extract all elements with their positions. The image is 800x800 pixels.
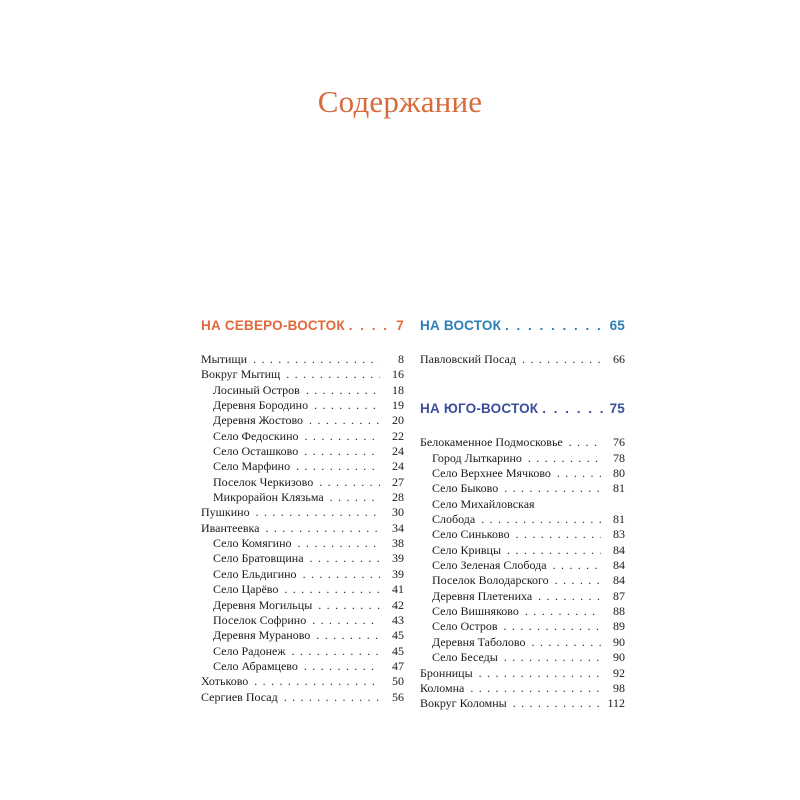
toc-entry[interactable] [201, 383, 404, 398]
entry-page: 20 [392, 413, 404, 428]
entry-label: Вокруг Коломны [420, 696, 507, 711]
toc-list-northeast [201, 352, 404, 705]
entry-label: Бронницы [420, 665, 473, 680]
entry-page: 34 [392, 520, 404, 535]
entry-page: 24 [392, 444, 404, 459]
entry-page: 47 [392, 658, 404, 673]
entry-label: Микрорайон Клязьма [213, 490, 324, 505]
toc-entry[interactable] [201, 674, 404, 689]
entry-page: 19 [392, 398, 404, 413]
leader-dots [319, 475, 380, 490]
toc-entry[interactable] [420, 696, 625, 711]
entry-label: Село Быково [432, 481, 499, 496]
entry-label: Село Абрамцево [213, 658, 298, 673]
toc-entry[interactable] [420, 650, 625, 665]
leader-dots [316, 628, 380, 643]
toc-entry[interactable] [420, 681, 625, 696]
leader-dots [504, 481, 601, 496]
toc-entry[interactable] [420, 619, 625, 634]
entry-page: 112 [607, 696, 625, 711]
leader-dots [306, 383, 380, 398]
entry-page: 84 [613, 558, 625, 573]
entry-label: Павловский Посад [420, 352, 516, 366]
entry-label: Деревня Мураново [213, 628, 311, 643]
entry-label: Село Царёво [213, 582, 279, 597]
toc-entry[interactable] [420, 512, 625, 527]
entry-label: Пушкино [201, 505, 250, 520]
entry-label: Город Лыткарино [432, 450, 522, 465]
leader-dots [507, 543, 601, 558]
toc-list-east [420, 352, 625, 367]
toc-section-northeast[interactable] [201, 314, 404, 338]
toc-entry[interactable] [420, 635, 625, 650]
leader-dots [505, 314, 606, 338]
leader-dots [330, 490, 380, 505]
leader-dots [292, 644, 380, 659]
entry-label: Вокруг Мытищ [201, 367, 281, 382]
leader-dots [525, 604, 601, 619]
leader-dots [265, 521, 380, 536]
entry-page: 8 [398, 352, 404, 366]
leader-dots [284, 582, 380, 597]
section-label: НА ВОСТОК [420, 318, 502, 333]
toc-entry[interactable] [420, 497, 625, 512]
entry-page: 50 [392, 674, 404, 689]
section-label: НА СЕВЕРО-ВОСТОК [201, 318, 345, 333]
entry-page: 45 [392, 643, 404, 658]
toc-entry[interactable] [201, 398, 404, 413]
entry-page: 30 [392, 505, 404, 520]
entry-page: 84 [613, 573, 625, 588]
leader-dots [304, 659, 380, 674]
entry-label: Сергиев Посад [201, 689, 278, 704]
leader-dots [516, 527, 601, 542]
entry-label: Поселок Володарского [432, 573, 549, 588]
toc-entry[interactable] [201, 413, 404, 428]
entry-label: Село Вишняково [432, 604, 519, 619]
entry-label: Слобода [432, 512, 476, 527]
entry-page: 28 [392, 490, 404, 505]
toc-entry[interactable] [201, 567, 404, 582]
toc-entry[interactable] [420, 466, 625, 481]
toc-list-southeast [420, 435, 625, 711]
entry-label: Село Остров [432, 619, 498, 634]
toc-entry[interactable] [420, 451, 625, 466]
leader-dots [318, 598, 380, 613]
leader-dots [538, 589, 601, 604]
entry-page: 84 [613, 542, 625, 557]
entry-label: Поселок Черкизово [213, 474, 314, 489]
entry-label: Деревня Жостово [213, 413, 304, 428]
toc-entry[interactable] [420, 527, 625, 542]
entry-label: Село Федоскино [213, 428, 299, 443]
entry-label: Село Зеленая Слобода [432, 558, 547, 573]
leader-dots [531, 635, 601, 650]
leader-dots [479, 666, 601, 681]
toc-entry[interactable] [201, 459, 404, 474]
entry-label: Село Комягино [213, 536, 292, 551]
toc-entry[interactable] [201, 505, 404, 520]
toc-entry[interactable] [420, 589, 625, 604]
entry-label: Село Верхнее Мячково [432, 466, 551, 481]
entry-label: Село Синьково [432, 527, 510, 542]
entry-page: 27 [392, 474, 404, 489]
entry-label: Мытищи [201, 352, 248, 366]
entry-label: Деревня Бородино [213, 398, 309, 413]
entry-label: Белокаменное Подмосковье [420, 435, 563, 450]
entry-page: 89 [613, 619, 625, 634]
entry-label: Лосиный Остров [213, 382, 300, 397]
leader-dots [310, 551, 380, 566]
entry-label: Село Осташково [213, 444, 299, 459]
toc-entry[interactable] [201, 429, 404, 444]
toc-entry[interactable] [420, 558, 625, 573]
entry-label: Поселок Софрино [213, 612, 307, 627]
leader-dots [256, 505, 380, 520]
leader-dots [314, 398, 380, 413]
entry-page: 39 [392, 566, 404, 581]
leader-dots [309, 413, 380, 428]
toc-section-southeast[interactable] [420, 397, 625, 421]
toc-entry[interactable] [201, 551, 404, 566]
entry-page: 92 [613, 665, 625, 680]
entry-page: 43 [392, 612, 404, 627]
entry-page: 39 [392, 551, 404, 566]
leader-dots [504, 650, 601, 665]
leader-dots [298, 536, 380, 551]
leader-dots [513, 696, 601, 711]
entry-label: Село Беседы [432, 650, 498, 665]
toc-entry[interactable] [420, 543, 625, 558]
leader-dots [542, 397, 605, 421]
toc-entry[interactable] [201, 628, 404, 643]
toc-entry[interactable] [201, 582, 404, 597]
toc-entry[interactable] [201, 613, 404, 628]
entry-label: Село Кривцы [432, 542, 502, 557]
leader-dots [253, 352, 380, 367]
toc-entry[interactable] [201, 475, 404, 490]
leader-dots [555, 573, 601, 588]
entry-label: Село Ельдигино [213, 566, 297, 581]
leader-dots [569, 435, 601, 450]
entry-label: Село Радонеж [213, 643, 286, 658]
entry-page: 41 [392, 582, 404, 597]
entry-page: 16 [392, 367, 404, 382]
toc-entry[interactable] [420, 435, 625, 450]
toc-entry[interactable] [420, 352, 625, 367]
entry-page: 90 [613, 650, 625, 665]
entry-page: 87 [613, 588, 625, 603]
entry-page: 38 [392, 536, 404, 551]
entry-page: 56 [392, 689, 404, 704]
toc-entry[interactable] [201, 659, 404, 674]
entry-page: 22 [392, 428, 404, 443]
entry-page: 42 [392, 597, 404, 612]
entry-page: 76 [613, 435, 625, 450]
toc-entry[interactable] [420, 666, 625, 681]
leader-dots [312, 613, 380, 628]
toc-entry[interactable] [420, 604, 625, 619]
entry-label: Село Михайловская [432, 496, 535, 511]
entry-page: 18 [392, 382, 404, 397]
toc-entry[interactable] [201, 367, 404, 382]
entry-label: Село Марфино [213, 459, 291, 474]
leader-dots [254, 674, 380, 689]
entry-label: Хотьково [201, 674, 249, 689]
toc-column-right [420, 314, 625, 712]
toc-entry[interactable] [201, 521, 404, 536]
entry-label: Ивантеевка [201, 520, 260, 535]
leader-dots [528, 451, 601, 466]
section-spacer [420, 367, 625, 397]
entry-page: 88 [613, 604, 625, 619]
entry-page: 78 [613, 450, 625, 465]
leader-dots [481, 512, 601, 527]
toc-entry[interactable] [201, 690, 404, 705]
entry-page: 66 [613, 352, 625, 366]
entry-label: Село Братовщина [213, 551, 304, 566]
toc-entry[interactable] [201, 490, 404, 505]
entry-label: Коломна [420, 680, 465, 695]
leader-dots [303, 567, 380, 582]
leader-dots [304, 444, 380, 459]
entry-label: Деревня Могильцы [213, 597, 313, 612]
toc-entry[interactable] [420, 573, 625, 588]
leader-dots [557, 466, 601, 481]
section-page: 65 [609, 318, 625, 333]
page-title: Содержание [317, 84, 483, 119]
toc-entry[interactable] [201, 352, 404, 367]
leader-dots [553, 558, 601, 573]
entry-page: 24 [392, 459, 404, 474]
entry-page: 81 [613, 481, 625, 496]
toc-column-left [201, 314, 404, 705]
leader-dots [296, 459, 380, 474]
toc-entry[interactable] [201, 444, 404, 459]
entry-page: 80 [613, 466, 625, 481]
entry-page: 45 [392, 628, 404, 643]
toc-entry[interactable] [420, 481, 625, 496]
entry-page: 83 [613, 527, 625, 542]
toc-entry[interactable] [201, 598, 404, 613]
section-page: 75 [609, 401, 625, 417]
leader-dots [349, 314, 393, 338]
leader-dots [286, 367, 380, 382]
toc-section-east[interactable] [420, 314, 625, 338]
leader-dots [470, 681, 601, 696]
leader-dots [522, 352, 601, 367]
entry-label: Деревня Плетениха [432, 588, 533, 603]
toc-entry[interactable] [201, 536, 404, 551]
entry-page: 81 [613, 512, 625, 527]
entry-label: Деревня Таболово [432, 634, 526, 649]
section-page: 7 [396, 318, 404, 333]
toc-entry[interactable] [201, 644, 404, 659]
leader-dots [305, 429, 380, 444]
entry-page: 90 [613, 634, 625, 649]
entry-page: 98 [613, 680, 625, 695]
leader-dots [284, 690, 380, 705]
section-label: НА ЮГО-ВОСТОК [420, 401, 539, 417]
leader-dots [504, 619, 601, 634]
